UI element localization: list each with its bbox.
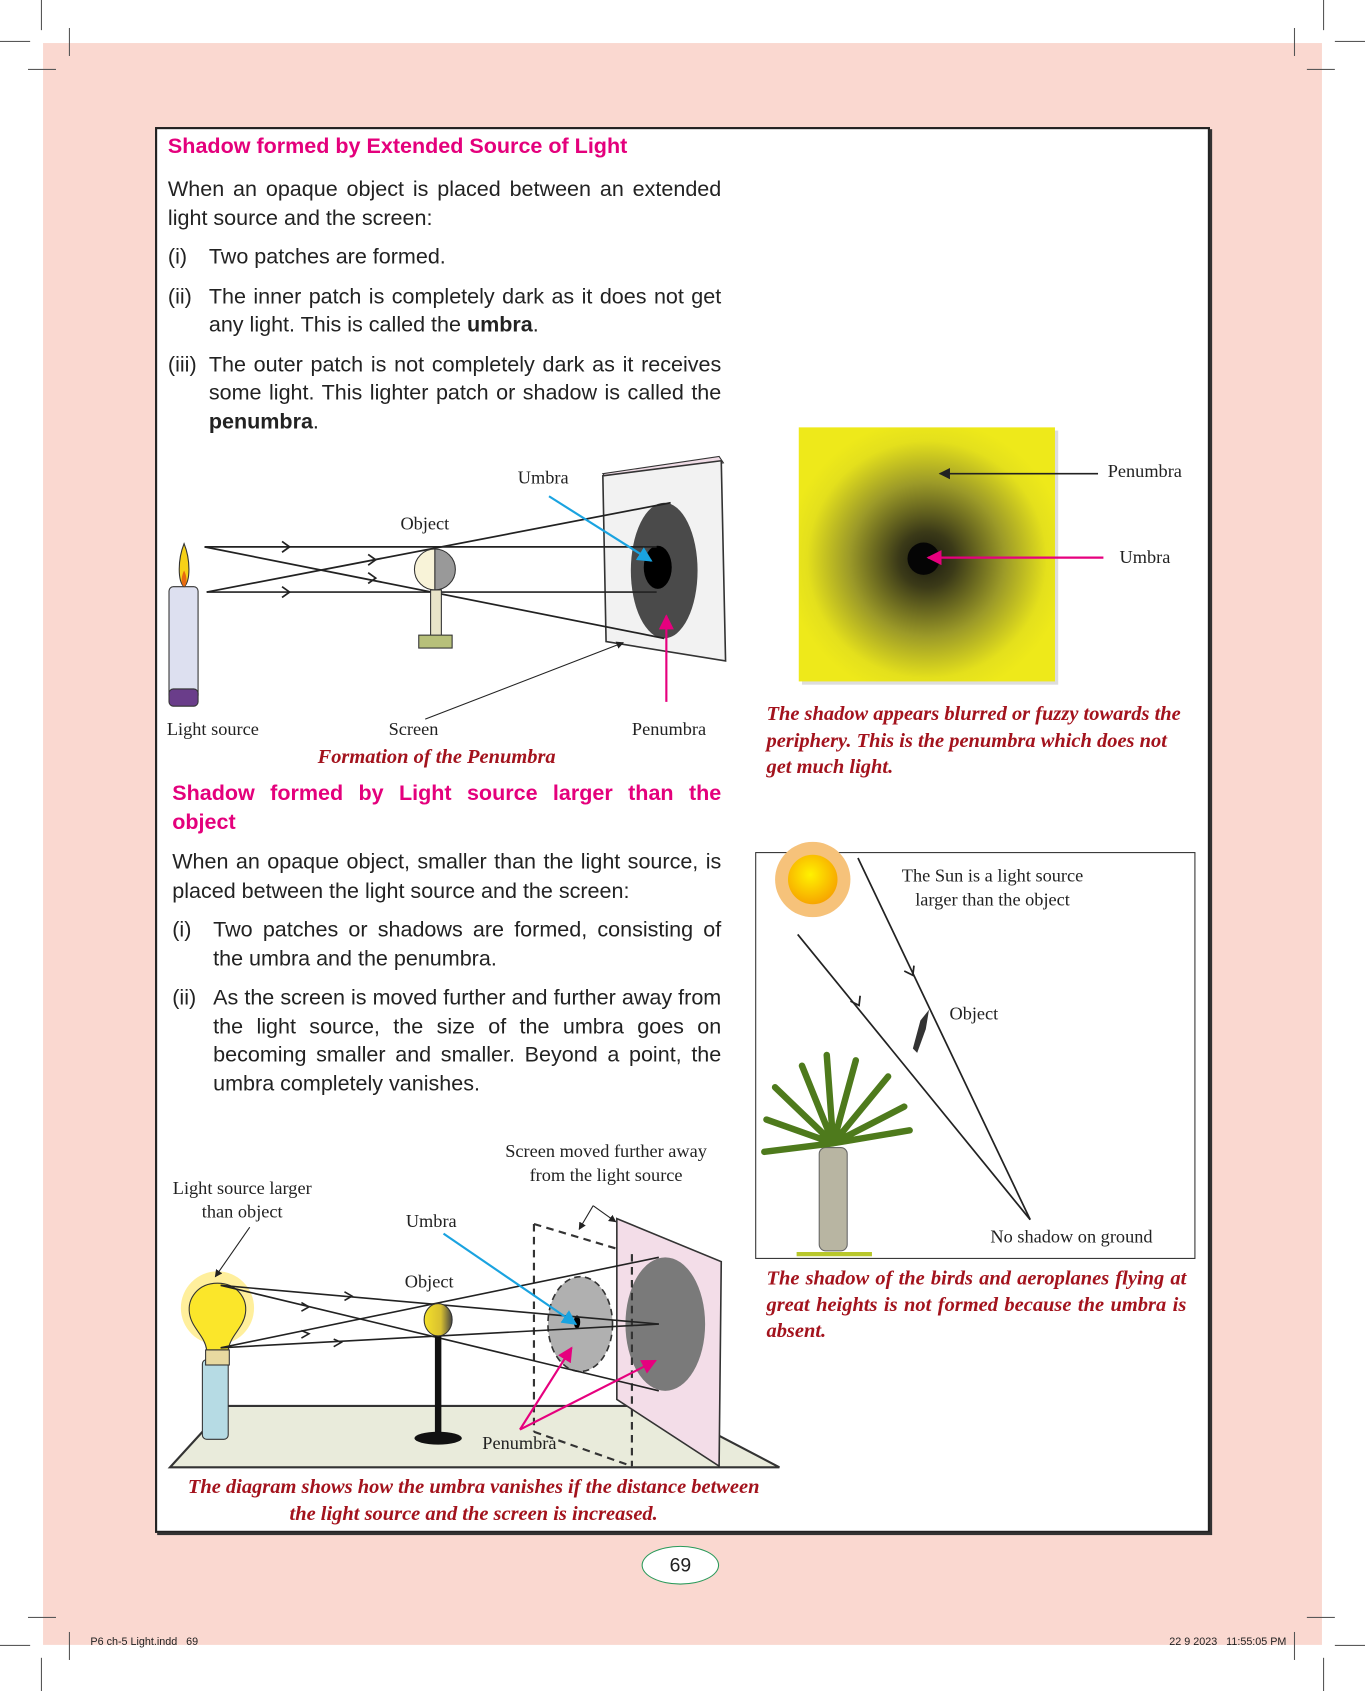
candle-icon bbox=[169, 544, 198, 707]
text: The inner patch is completely dark as it does not get any light. This is called the bbox=[208, 284, 722, 337]
figure-caption: The shadow of the birds and aeroplanes flying at great heights is not formed because the umbra is absent. bbox=[766, 1267, 1187, 1343]
caption-line: The diagram shows how the umbra vanishes if the distance between bbox=[187, 1475, 760, 1499]
label-line: Screen moved further away bbox=[505, 1141, 707, 1162]
label-line: larger than the object bbox=[915, 889, 1070, 910]
item-number: (ii) bbox=[167, 284, 192, 309]
label-object: Object bbox=[400, 513, 450, 534]
item-number: (iii) bbox=[167, 352, 197, 377]
list-item bbox=[172, 984, 721, 1098]
label-sun bbox=[885, 864, 1100, 911]
section-heading: Shadow formed by Light source larger than the object bbox=[172, 781, 722, 835]
label-light-source: Light source bbox=[166, 719, 259, 740]
label-penumbra: Penumbra bbox=[631, 719, 707, 740]
term-umbra: umbra bbox=[466, 313, 533, 337]
label-line: than object bbox=[201, 1201, 283, 1222]
label-screen: Screen bbox=[388, 719, 439, 740]
label-penumbra: Penumbra bbox=[1107, 460, 1182, 482]
figure-caption bbox=[161, 1475, 785, 1528]
figure-fuzzy-shadow bbox=[799, 427, 1104, 684]
label-line: Light source larger bbox=[172, 1177, 312, 1199]
screen-pointer bbox=[593, 1206, 616, 1222]
item-text: Two patches or shadows are formed, consisting of the umbra and the penumbra. bbox=[213, 918, 722, 971]
label-umbra: Umbra bbox=[517, 467, 569, 488]
label-penumbra: Penumbra bbox=[482, 1432, 557, 1454]
item-number: (i) bbox=[167, 245, 188, 270]
caption-line: the light source and the screen is increased. bbox=[289, 1502, 658, 1525]
slug-right: 22 9 2023 11:55:05 PM bbox=[1169, 1636, 1287, 1649]
figure-umbra-vanishing bbox=[170, 1206, 779, 1468]
label-object: Object bbox=[949, 1003, 999, 1024]
sun-icon bbox=[775, 842, 850, 917]
intro-paragraph: When an opaque object, smaller than the light source, is placed between the light source and the screen: bbox=[172, 850, 722, 903]
label-umbra: Umbra bbox=[1119, 546, 1171, 568]
label-screen-moved bbox=[491, 1140, 721, 1187]
text: . bbox=[532, 313, 539, 337]
figure-caption: The shadow appears blurred or fuzzy towards the periphery. This is the penumbra which does not get much light. bbox=[766, 702, 1181, 779]
text: The outer patch is not completely dark as it receives some light. This lighter patch or shadow is called the bbox=[208, 352, 722, 405]
label-line: from the light source bbox=[529, 1164, 683, 1186]
screen-pointer bbox=[579, 1206, 593, 1230]
page-number: 69 bbox=[642, 1546, 720, 1585]
label-line: The Sun is a light source bbox=[901, 865, 1084, 886]
source-pointer bbox=[215, 1227, 249, 1277]
figure-caption: Formation of the Penumbra bbox=[317, 746, 556, 769]
text: . bbox=[312, 409, 319, 434]
section-heading: Shadow formed by Extended Source of Light bbox=[167, 134, 628, 159]
screen-pointer bbox=[425, 643, 623, 719]
item-text: Two patches are formed. bbox=[208, 245, 446, 270]
intro-paragraph: When an opaque object is placed between an extended light source and the screen: bbox=[167, 177, 722, 230]
item-text: As the screen is moved further and further away from the light source, the size of the umbra goes on becoming smaller and smaller. Beyond a point, the umbra completely vanishes. bbox=[213, 986, 722, 1096]
slug-left: P6 ch-5 Light.indd 69 bbox=[90, 1636, 199, 1649]
section-body bbox=[172, 848, 721, 1098]
label-light-source bbox=[167, 1177, 318, 1224]
object-ball bbox=[414, 549, 455, 648]
item-number: (ii) bbox=[172, 986, 197, 1010]
item-number: (i) bbox=[172, 918, 192, 942]
label-object: Object bbox=[404, 1271, 454, 1292]
label-umbra: Umbra bbox=[405, 1211, 457, 1232]
list-item bbox=[172, 916, 721, 973]
label-no-shadow: No shadow on ground bbox=[990, 1226, 1153, 1247]
term-penumbra: penumbra bbox=[208, 409, 313, 434]
figure-penumbra-formation bbox=[169, 456, 726, 719]
